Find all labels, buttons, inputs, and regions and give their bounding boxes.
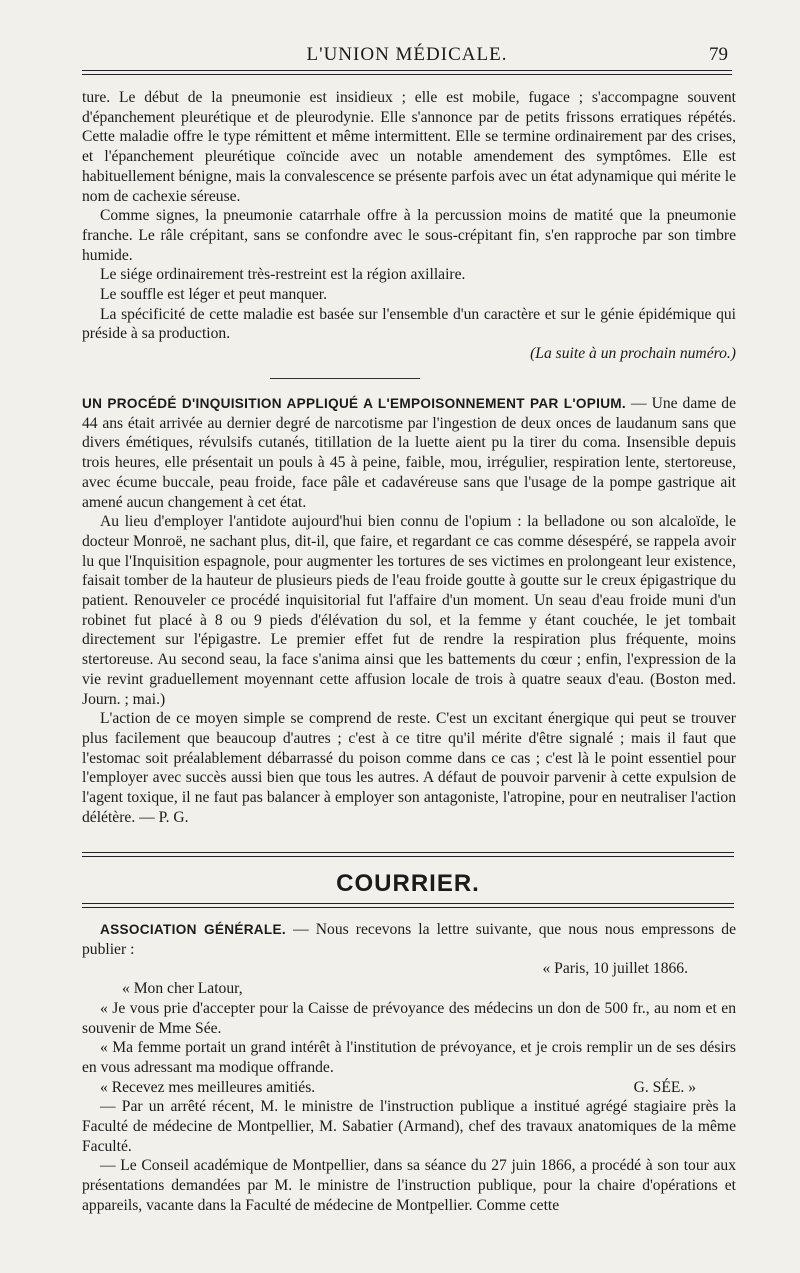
paragraph: Le siége ordinairement très-restreint est la région axillaire. (100, 266, 466, 284)
letter-paragraph: « Ma femme portait un grand intérêt à l'institution de prévoyance, et je crois remplir un de ses désirs en vous adressant ma modique offrande. (82, 1039, 736, 1076)
paragraph: — Une dame de 44 ans était arrivée au dernier degré de narcotisme par l'ingestion de deux onces de laudanum sans que divers émétiques, révulsifs cutanés, titillation de la luette aient pu la tirer du coma. Insensible depuis trois heures, elle présentait un pouls à 45 à peine, faible, mou, irrégulier, respiration lente, stertoreuse, avec écume buccale, peau froide, face pâle et cadavéreuse sans que l'usage de la pompe gastrique ait amené aucun changement à cet état. (82, 395, 736, 511)
paragraph: ture. Le début de la pneumonie est insidieux ; elle est mobile, fugace ; s'accompagne souvent d'épanchement pleurétique et de pleurodynie. Elle s'annonce par de petits frissons erratiques répétés. Cette maladie offre le type rémittent et même intermittent. Elle se termine ordinairement par des crises, et l'épanchement pleurétique coïncide avec un notable amendement des symptômes. Elle est habituellement bénigne, mais la convalescence se présente parfois avec un état adynamique qui mérite le nom de cachexie séreuse. (82, 89, 736, 205)
letter-salutation: « Mon cher Latour, (122, 980, 243, 998)
page-header (82, 40, 732, 74)
paragraph: Au lieu d'employer l'antidote aujourd'hui bien connu de l'opium : la belladone ou son alcaloïde, le docteur Monroë, ne sachant plus, dit-il, que faire, et regardant ce cas comme désespéré, se rappela avoir lu que l'Inquisition espagnole, pour augmenter les tortures de ses victimes en prolongeant leur existence, faisait tomber de la hauteur de plusieurs pieds de l'eau froide goutte à goutte sur le creux épigastrique du patient. Renouveler ce procédé inquisitorial fut l'affaire d'un moment. Un seau d'eau froide muni d'un robinet fut placé à 8 ou 9 pieds d'élévation du sol, et la femme y étant couchée, le jet tombait directement sur l'épigastre. Le premier effet fut de rendre la respiration plus fréquente, moins stertoreuse. Au second seau, la face s'anima ainsi que les battements du cœur ; enfin, l'expression de la vie revint graduellement moyennant cette affusion locale de trois à quatre seaux d'eau. (Boston med. Journ. ; mai.) (82, 513, 736, 708)
courrier-rule-bottom (82, 903, 734, 908)
news-item: — Le Conseil académique de Montpellier, dans sa séance du 27 juin 1866, a procédé à son tour aux présentations demandées par M. le ministre de l'instruction publique, pour la chaire d'opérations et appareils, vacante dans la Faculté de médecine de Montpellier. Comme cette (82, 1157, 736, 1214)
running-title: L'UNION MÉDICALE. (306, 44, 508, 65)
paragraph: La spécificité de cette maladie est basée sur l'ensemble d'un caractère et sur le génie épidémique qui préside à sa production. (82, 305, 736, 343)
letter-signature: G. SÉE. » (633, 1078, 696, 1096)
letter-paragraph: « Je vous prie d'accepter pour la Caisse de prévoyance des médecins un don de 500 fr., au nom et en souvenir de Mme Sée. (82, 999, 736, 1037)
letter-close: « Recevez mes meilleures amitiés. (100, 1078, 316, 1096)
continued-note: (La suite à un prochain numéro.) (530, 345, 736, 363)
letter-closing (82, 1078, 736, 1098)
paragraph: — Nous recevons la lettre suivante, que nous nous empressons de publier : (82, 921, 736, 958)
letter-date: « Paris, 10 juillet 1866. (542, 960, 688, 978)
news-item: — Par un arrêté récent, M. le ministre de l'instruction publique a institué agrégé stagiaire près la Faculté de médecine de Montpellier, M. Sabatier (Armand), chef des travaux anatomiques de la même Faculté. (82, 1098, 736, 1155)
courrier-title: COURRIER. (336, 870, 480, 897)
section-separator (270, 378, 420, 379)
paragraph: Le souffle est léger et peut manquer. (100, 286, 328, 304)
section-title: UN PROCÉDÉ D'INQUISITION APPLIQUÉ A L'EMPOISONNEMENT PAR L'OPIUM. (82, 396, 627, 411)
header-rule (82, 70, 732, 75)
opium-section (82, 394, 736, 827)
courrier-section (82, 920, 736, 1216)
page-number: 79 (709, 44, 728, 65)
paragraph: L'action de ce moyen simple se comprend de reste. C'est un excitant énergique qui peut se trouver plus facilement que beaucoup d'autres ; c'est à ce titre qu'il mérite d'être signalé ; mais il faut que l'estomac soit préalablement débarrassé du poison comme dans ce cas ; c'est là le point essentiel pour l'employer avec succès aussi bien que tous les autres. A défaut de pouvoir parvenir à cette expulsion de l'agent toxique, il ne faut pas balancer à employer son antagoniste, l'atropine, pour en neutraliser l'action délétère. — P. G. (82, 710, 736, 826)
pneumonia-section (82, 88, 736, 364)
association-title: ASSOCIATION GÉNÉRALE. (100, 922, 286, 937)
paragraph: Comme signes, la pneumonie catarrhale offre à la percussion moins de matité que la pneumonie franche. Le râle crépitant, sans se confondre avec le sous-crépitant fin, s'en rapproche par son timbre humide. (82, 207, 736, 264)
courrier-rule-top (82, 852, 734, 857)
